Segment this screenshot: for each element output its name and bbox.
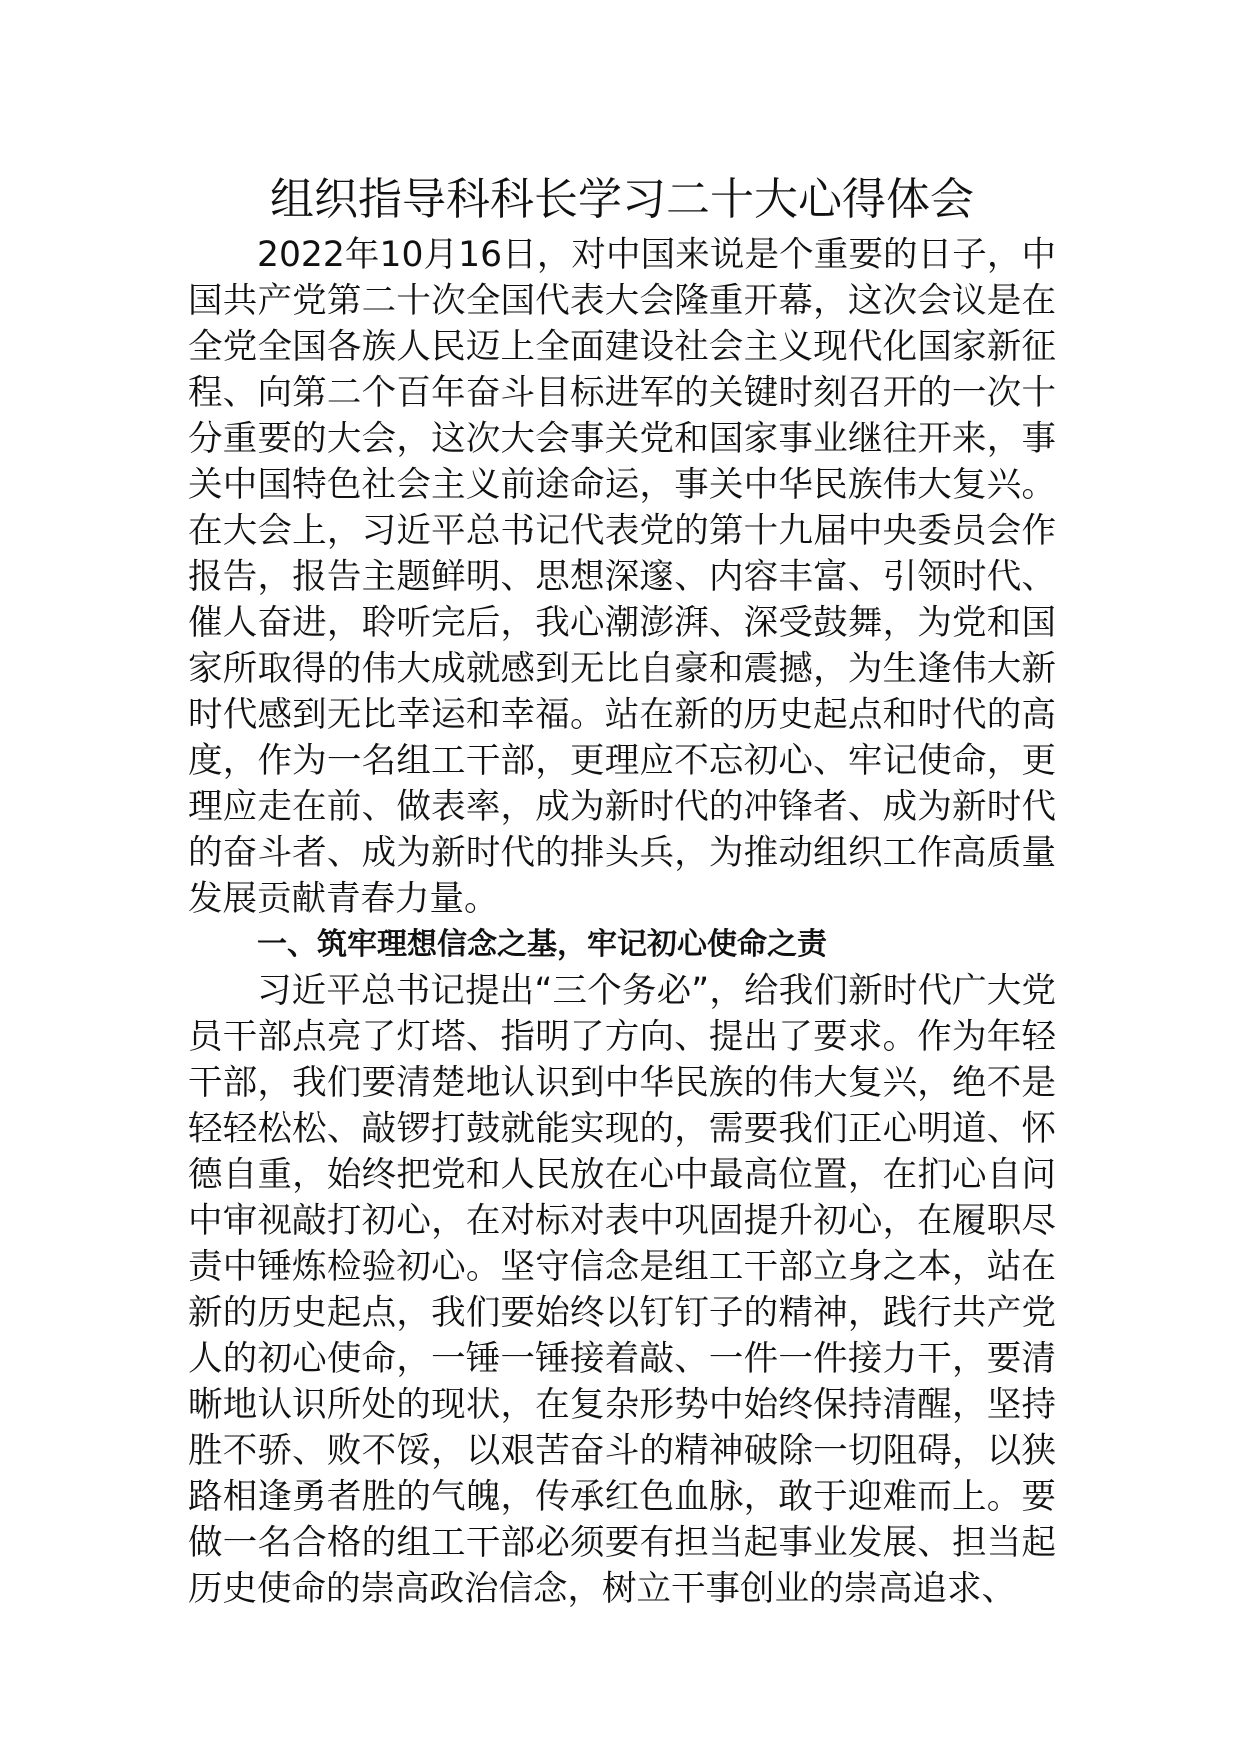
section-heading-1: 一、筑牢理想信念之基，牢记初心使命之责: [257, 927, 827, 962]
document-page: [188, 168, 1056, 1612]
paragraph-section-1: 习近平总书记提出“三个务必”，给我们新时代广大党员干部点亮了灯塔、指明了方向、提出了要求。作为年轻干部，我们要清楚地认识到中华民族的伟大复兴，绝不是轻轻松松、敲锣打鼓就能实现的，需要我们正心明道、怀德自重，始终把党和人民放在心中最高位置，在扪心自问中审视敲打初心，在对标对表中巩固提升初心，在履职尽责中锤炼检验初心。坚守信念是组工干部立身之本，站在新的历史起点，我们要始终以钉钉子的精神，践行共产党人的初心使命，一锤一锤接着敲、一件一件接力干，要清晰地认识所处的现状，在复杂形势中始终保持清醒，坚持胜不骄、败不馁，以艰苦奋斗的精神破除一切阻碍，以狭路相逢勇者胜的气魄，传承红色血脉，敢于迎难而上。要做一名合格的组工干部必须要有担当起事业发展、担当起历史使命的崇高政治信念，树立干事创业的崇高追求、: [188, 971, 1056, 1609]
document-title: 组织指导科科长学习二十大心得体会: [270, 174, 974, 225]
paragraph-intro: 2022年10月16日，对中国来说是个重要的日子，中国共产党第二十次全国代表大会隆重开幕，这次会议是在全党全国各族人民迈上全面建设社会主义现代化国家新征程、向第二个百年奋斗目标进军的关键时刻召开的一次十分重要的大会，这次大会事关党和国家事业继往开来，事关中国特色社会主义前途命运，事关中华民族伟大复兴。在大会上，习近平总书记代表党的第十九届中央委员会作报告，报告主题鲜明、思想深邃、内容丰富、引领时代、催人奋进，聆听完后，我心潮澎湃、深受鼓舞，为党和国家所取得的伟大成就感到无比自豪和震撼，为生逢伟大新时代感到无比幸运和幸福。站在新的历史起点和时代的高度，作为一名组工干部，更理应不忘初心、牢记使命，更理应走在前、做表率，成为新时代的冲锋者、成为新时代的奋斗者、成为新时代的排头兵，为推动组织工作高质量发展贡献青春力量。: [188, 235, 1056, 919]
